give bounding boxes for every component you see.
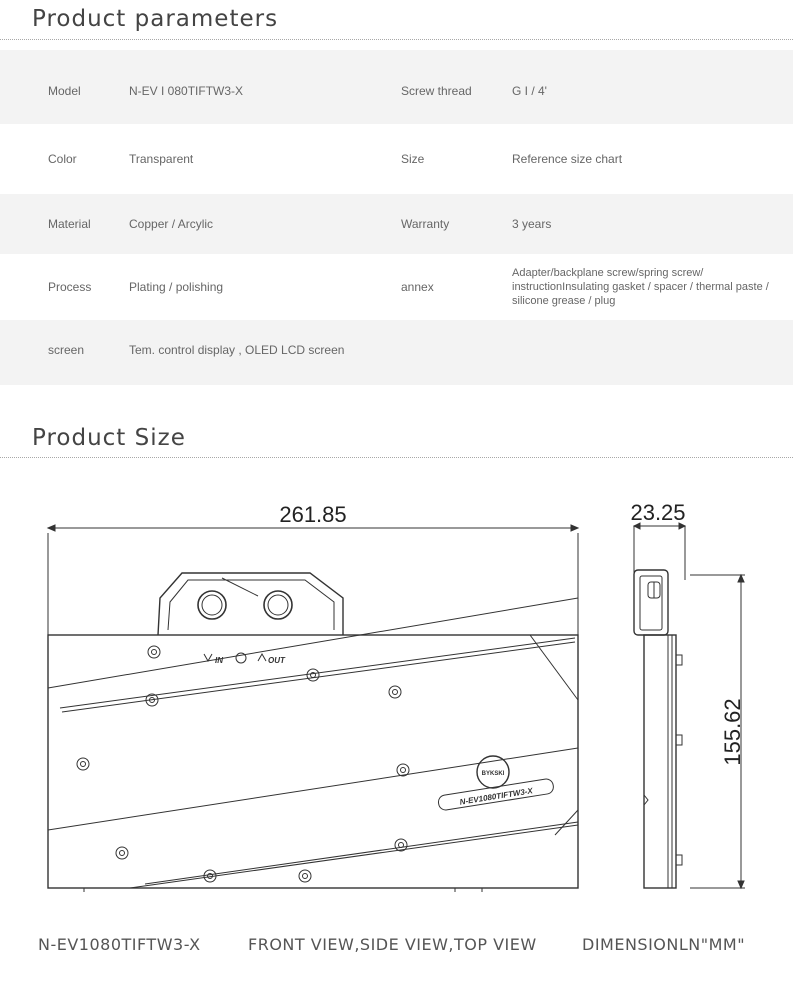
param-value: Plating / polishing (129, 280, 224, 294)
upper-stripe (48, 598, 578, 688)
height-value: 155.62 (720, 698, 745, 766)
caption-views: FRONT VIEW,SIDE VIEW,TOP VIEW (248, 935, 537, 954)
param-label: Warranty (401, 217, 450, 231)
params-divider (0, 39, 793, 40)
params-row-process (0, 254, 793, 320)
out-arrow (258, 654, 266, 661)
param-value: Reference size chart (512, 152, 623, 166)
in-label: IN (215, 656, 223, 665)
out-label: OUT (268, 656, 285, 665)
param-label: Size (401, 152, 425, 166)
model-plate-text: N-EV1080TIFTW3-X (459, 786, 534, 807)
lower-stripe (48, 748, 578, 830)
dimension-drawing (0, 470, 793, 910)
size-divider (0, 457, 793, 458)
param-label: annex (401, 280, 434, 294)
caption-unit: DIMENSIONLN"MM" (582, 935, 746, 954)
param-value: 3 years (512, 217, 552, 231)
param-value: Tem. control display , OLED LCD screen (129, 343, 345, 357)
logo-text: BYKSKI (481, 771, 505, 777)
param-value: G I / 4' (512, 84, 547, 98)
caption-model: N-EV1080TIFTW3-X (38, 935, 201, 954)
thickness-value: 23.25 (630, 500, 686, 525)
side-terminal (634, 570, 668, 635)
params-table (0, 50, 793, 385)
params-row-model (0, 58, 793, 124)
width-value: 261.85 (279, 502, 347, 527)
params-section-title: Product parameters (32, 6, 279, 32)
terminal-inner (168, 580, 334, 630)
param-value: Adapter/backplane screw/spring screw/ instructionInsulating gasket / spacer / thermal paste / silicone grease / plug (512, 267, 769, 307)
param-label: Model (48, 84, 81, 98)
params-row-color (0, 124, 793, 194)
screw-holes (77, 646, 409, 882)
terminal-facet (222, 578, 258, 596)
param-label: Color (48, 152, 77, 166)
param-label: Screw thread (401, 84, 472, 98)
params-row-material (0, 194, 793, 254)
param-value: Copper / Arcylic (129, 217, 214, 231)
indicator-icon (236, 653, 246, 663)
param-label: Material (48, 217, 91, 231)
side-view-outline (644, 635, 676, 888)
params-row-screen (0, 320, 793, 380)
param-label: screen (48, 343, 85, 357)
size-section-title: Product Size (32, 425, 186, 451)
param-value: N-EV I 080TIFTW3-X (129, 84, 244, 98)
param-value: Transparent (129, 152, 194, 166)
param-label: Process (48, 280, 92, 294)
